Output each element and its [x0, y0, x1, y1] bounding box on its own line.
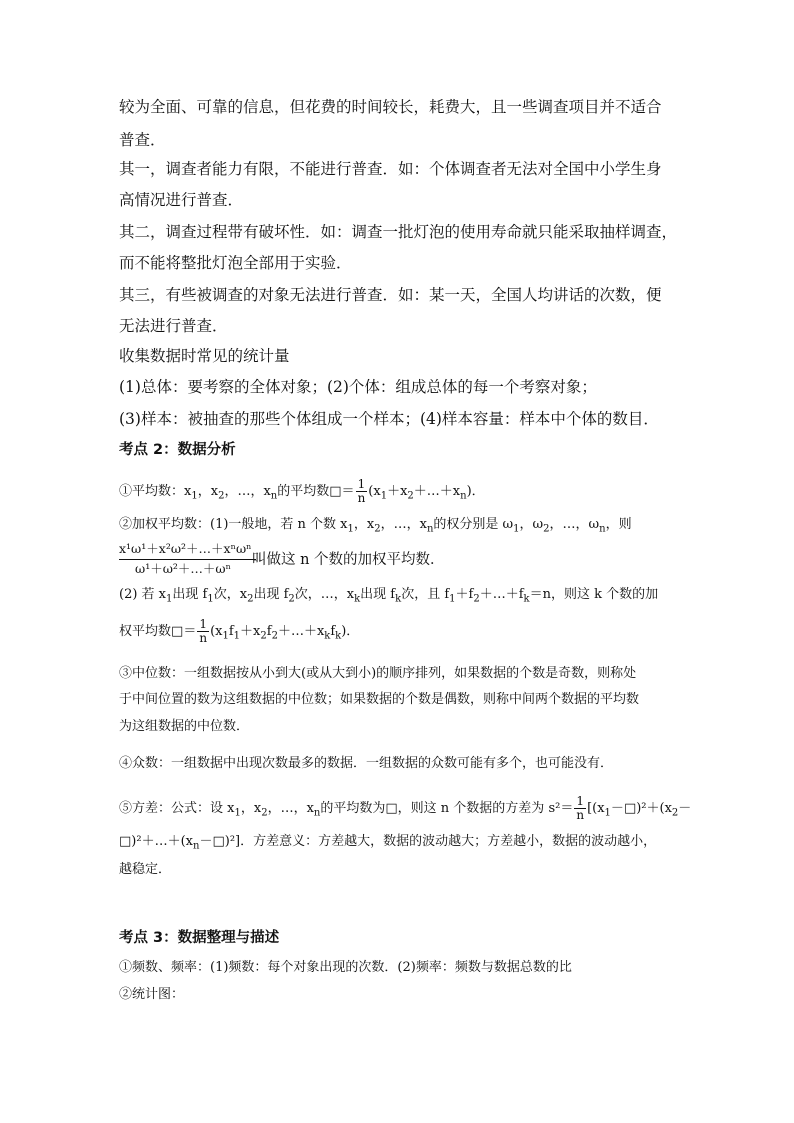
text-line: 收集数据时常见的统计量 — [119, 347, 290, 365]
missing-glyph: □ — [623, 801, 637, 816]
text-line: (1)总体：要考察的全体对象；(2)个体：组成总体的每一个考察对象； — [119, 378, 597, 396]
section-heading-data-analysis: 考点 2：数据分析 — [119, 442, 236, 458]
text-line: 其一，调查者能力有限，不能进行普查．如：个体调查者无法对全国中小学生身 — [119, 160, 662, 178]
text-line: 较为全面、可靠的信息，但花费的时间较长，耗费大，且一些调查项目并不适合 — [119, 98, 662, 116]
weighted-mean-line: ②加权平均数：(1)一般地，若 n 个数 $x_1$，$x_2$，…，$x_n$的权分别是 $\omega_1$，$\omega_2$，…，$\omega_n$，则 — [119, 517, 632, 535]
variance-meaning: $□)^2+\dots+(x_n-□)^2$]．方差意义：方差越大，数据的波动越大；方差越小，数据的波动越小， — [119, 834, 657, 852]
text-line: 其二，调查过程带有破坏性．如：调查一批灯泡的使用寿命就只能采取抽样调查， — [119, 223, 678, 241]
fraction-1-over-n: $\frac{1}{n}$ — [576, 794, 585, 822]
text-line: (3)样本：被抽查的那些个体组成一个样本；(4)样本容量：样本中个体的数目． — [119, 410, 659, 428]
text-line: 其三，有些被调查的对象无法进行普查．如：某一天，全国人均讲话的次数，便 — [119, 286, 662, 304]
median-line: 为这组数据的中位数． — [119, 719, 250, 734]
weighted-mean-frequency-line: (2) 若 $x_1$出现 $f_1$次，$x_2$出现 $f_2$次，…，$x_k$出现 $f_k$次，且 $f_1+f_2+\dots+f_k=n$，则这 k 个数的加 — [119, 587, 659, 605]
frequency-line: ①频数、频率：(1)频数：每个对象出现的次数．(2)频率：频数与数据总数的比 — [119, 960, 572, 975]
text-line: 高情况进行普查． — [119, 191, 244, 209]
variance-meaning: 越稳定． — [119, 862, 172, 877]
missing-glyph: □ — [329, 484, 342, 499]
fraction-1-over-n: $\frac{1}{n}$ — [357, 477, 366, 505]
missing-glyph: □ — [212, 834, 225, 849]
fraction-1-over-n: $\frac{1}{n}$ — [199, 617, 208, 645]
missing-glyph: □ — [385, 801, 398, 816]
mode-line: ④众数：一组数据中出现次数最多的数据．一组数据的众数可能有多个，也可能没有． — [119, 756, 614, 771]
weighted-mean-formula: 权平均数□＝ $\frac{1}{n}$ $(x_1f_1+x_2f_2+\dots+x_kf_k)$． — [119, 617, 360, 645]
weighted-mean-tail: 叫做这 n 个数的加权平均数． — [252, 552, 445, 568]
median-line: ③中位数：一组数据按从小到大(或从大到小)的顺序排列，如果数据的个数是奇数，则称处 — [119, 666, 637, 681]
median-line: 于中间位置的数为这组数据的中位数；如果数据的个数是偶数，则称中间两个数据的平均数 — [119, 692, 640, 707]
weighted-mean-fraction: x¹ω¹＋x²ω²＋…＋xⁿωⁿ ω¹＋ω²＋…＋ωⁿ — [119, 540, 256, 578]
section-heading-data-organize: 考点 3：数据整理与描述 — [119, 930, 280, 946]
chart-line: ②统计图： — [119, 987, 185, 1002]
text-line: 普查． — [119, 131, 166, 149]
variance-formula: ⑤方差：公式：设 $x_1$，$x_2$，…，$x_n$的平均数为□，则这 n 个数据的方差为 s²＝ $\frac{1}{n}$ [$(x_1-□)^2+(x_2-$ — [119, 794, 692, 822]
text-line: 无法进行普查． — [119, 317, 228, 335]
missing-glyph: □ — [119, 834, 132, 849]
mean-formula: ①平均数：$x_1$，$x_2$，…，$x_n$的平均数□＝ $\frac{1}{n}$ $(x_1+x_2+\dots+x_n)$． — [119, 477, 485, 505]
missing-glyph: □ — [171, 624, 184, 639]
text-line: 而不能将整批灯泡全部用于实验． — [119, 254, 352, 272]
